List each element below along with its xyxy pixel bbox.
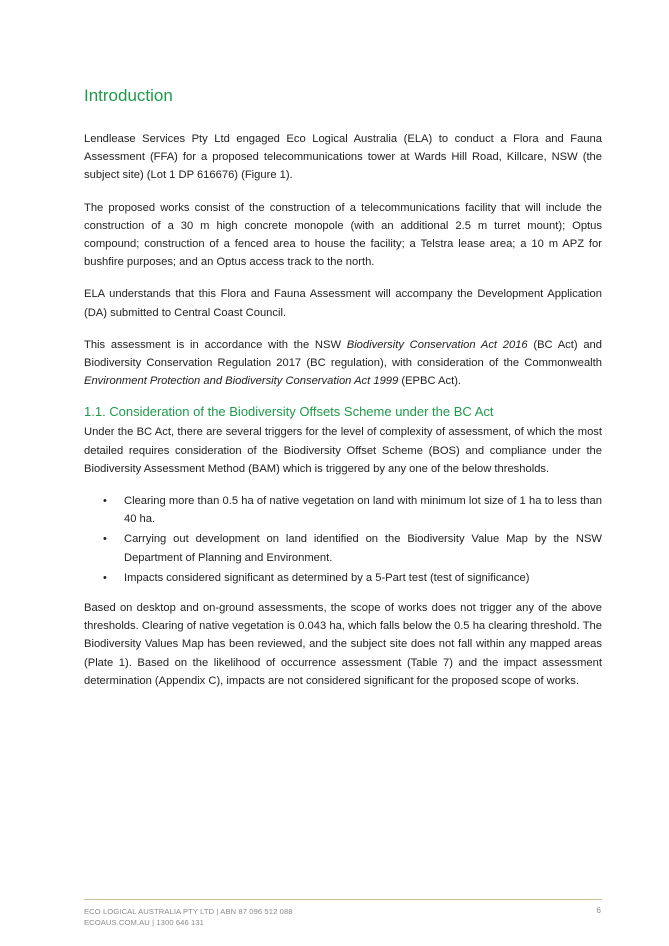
body-content xyxy=(84,130,602,704)
list-item xyxy=(103,492,602,528)
paragraph-4-text-c: (BC Act) and Biodiversity Conservation Regulation 2017 (BC regulation), with consideration of the Commonwealth xyxy=(84,338,602,370)
paragraph-2: The proposed works consist of the construction of a telecommunications facility that will include the construction of a 30 m high concrete monopole (with an additional 2.5 m turret mount); Optus compound; construction of a fenced area to house the facility; a Telstra lease area; a 10 m APZ for bushfire purposes; and an Optus access track to the north. xyxy=(84,201,602,269)
paragraph-4-text-a: This assessment is in accordance with the NSW xyxy=(84,338,347,351)
list-item-text: Carrying out development on land identified on the Biodiversity Value Map by the NSW Department of Planning and Environment. xyxy=(124,533,602,564)
bullet-icon: • xyxy=(103,533,107,546)
footer-company-info xyxy=(84,906,293,928)
page-heading: Introduction xyxy=(84,86,173,105)
paragraph-1: Lendlease Services Pty Ltd engaged Eco Logical Australia (ELA) to conduct a Flora and Fauna Assessment (FFA) for a proposed telecommunications tower at Wards Hill Road, Killcare, NSW (the subject site) (Lot 1 DP 616676) (Figure 1). xyxy=(84,133,602,182)
section-heading: 1.1. Consideration of the Biodiversity Offsets Scheme under the BC Act xyxy=(84,404,494,420)
paragraph-3: ELA understands that this Flora and Fauna Assessment will accompany the Development Application (DA) submitted to Central Coast Council. xyxy=(84,288,602,319)
act-title-bc: Biodiversity Conservation Act 2016 xyxy=(346,338,528,351)
list-item-text: Impacts considered significant as determined by a 5-Part test (test of significance) xyxy=(124,571,530,584)
footer-line-2: ECOAUS.COM.AU | 1300 646 131 xyxy=(84,918,204,927)
bullet-icon: • xyxy=(103,571,107,584)
list-item-text: Clearing more than 0.5 ha of native vegetation on land with minimum lot size of 1 ha to less than 40 ha. xyxy=(124,495,602,526)
footer-line-1: ECO LOGICAL AUSTRALIA PTY LTD | ABN 87 096 512 088 xyxy=(84,907,293,916)
act-title-epbc: Environment Protection and Biodiversity Conservation Act 1999 xyxy=(84,375,399,388)
section-conclusion: Based on desktop and on-ground assessments, the scope of works does not trigger any of the above thresholds. Clearing of native vegetation is 0.043 ha, which falls below the 0.5 ha clearing threshold. The Biodiversity Values Map has been reviewed, and the subject site does not fall within any mapped areas (Plate 1). Based on the likelihood of occurrence assessment (Table 7) and the impact assessment determination (Appendix C), impacts are not considered significant for the proposed scope of works. xyxy=(84,602,602,687)
section-intro: Under the BC Act, there are several triggers for the level of complexity of assessment, of which the most detailed requires consideration of the Biodiversity Offset Scheme (BOS) and compliance under the Biodiversity Assessment Method (BAM) which is triggered by any one of the below thresholds. xyxy=(84,426,602,475)
paragraph-4-text-e: (EPBC Act). xyxy=(398,375,462,388)
threshold-list xyxy=(84,492,602,587)
page-number: 6 xyxy=(596,906,601,915)
footer-rule xyxy=(84,899,602,900)
bullet-icon: • xyxy=(103,495,107,508)
paragraph-4 xyxy=(84,336,602,391)
list-item xyxy=(103,530,602,566)
list-item xyxy=(103,569,602,587)
